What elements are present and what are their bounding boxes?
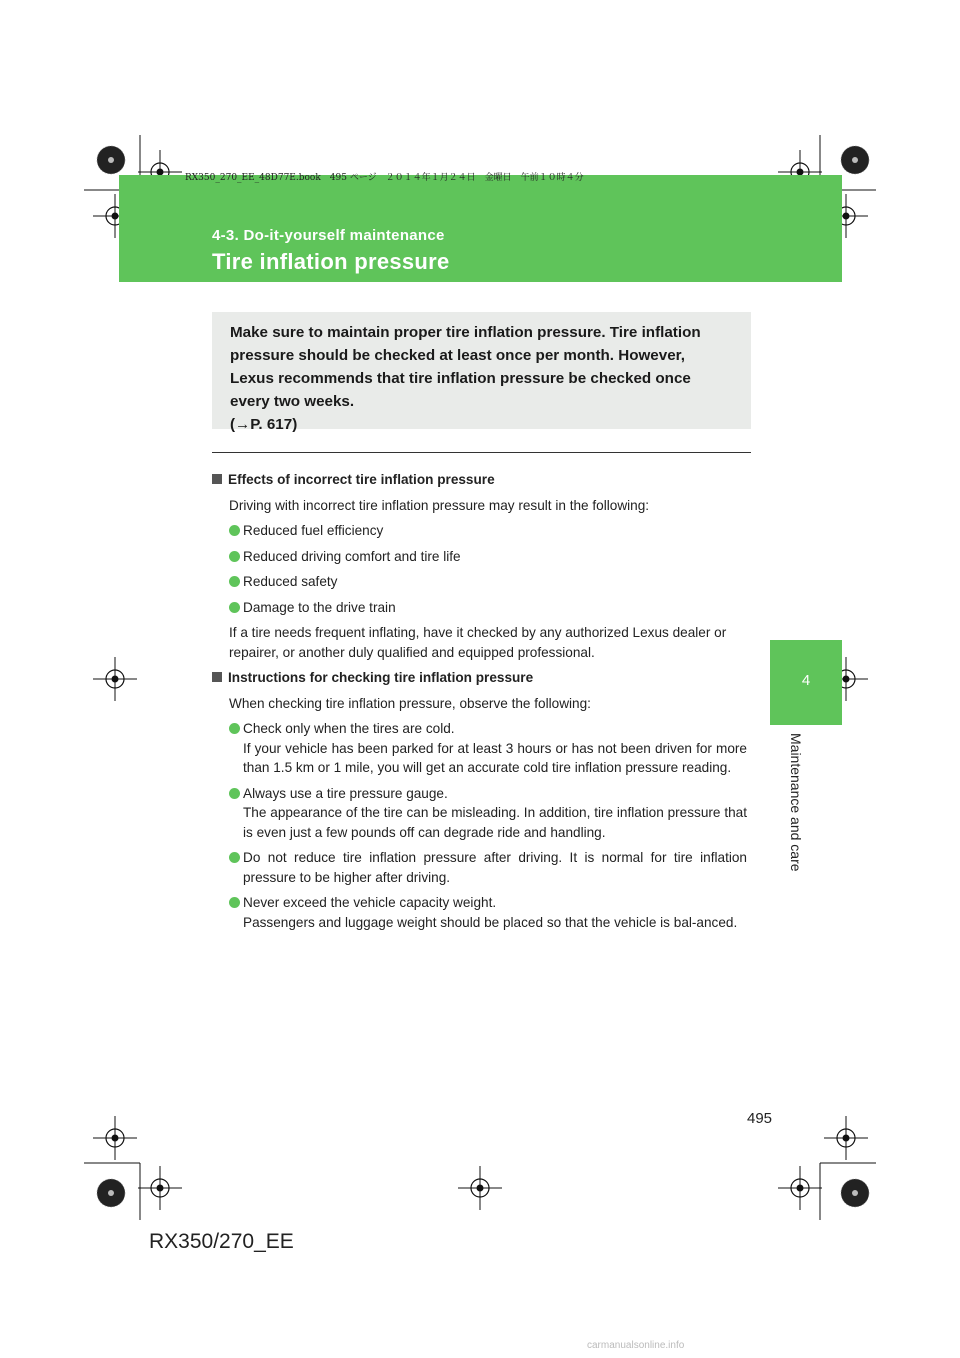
bullet-dot-icon xyxy=(229,723,240,734)
intro-box xyxy=(212,312,751,433)
bullet-dot-icon xyxy=(229,788,240,799)
bullet-dot-icon xyxy=(229,576,240,587)
section-heading: Instructions for checking tire inflation pressure xyxy=(212,668,747,688)
watermark: carmanualsonline.info xyxy=(587,1340,685,1351)
section-label: 4-3. Do-it-yourself maintenance xyxy=(212,227,445,244)
bullet-dot-icon xyxy=(229,551,240,562)
list-item: Check only when the tires are cold. If your vehicle has been parked for at least 3 hours or has not been driven for more than 1.5 km or 1 mile, you will get an accurate cold tire inflation pressure reading. xyxy=(229,719,747,778)
list-item: Always use a tire pressure gauge. The appearance of the tire can be misleading. In addition, tire inflation pressure that is even just a few pounds off can degrade ride and handling. xyxy=(229,784,747,843)
chapter-number: 4 xyxy=(801,672,811,689)
square-bullet-icon xyxy=(212,474,222,484)
section-note: If a tire needs frequent inflating, have it checked by any authorized Lexus dealer or repairer, or another duly qualified and equipped professional. xyxy=(229,625,727,660)
list-item: Do not reduce tire inflation pressure after driving. It is normal for tire inflation pressure to be higher after driving. xyxy=(229,848,747,887)
list-item: Reduced fuel efficiency xyxy=(229,521,747,541)
page-title: Tire inflation pressure xyxy=(212,249,450,274)
square-bullet-icon xyxy=(212,672,222,682)
page-number: 495 xyxy=(747,1110,773,1127)
list-item: Damage to the drive train xyxy=(229,598,747,618)
model-code: RX350/270_EE xyxy=(149,1230,294,1253)
chapter-label: Maintenance and care xyxy=(788,733,804,872)
print-info-line: RX350_270_EE_48D77E.book 495 ページ ２０１４年１月２４日 金曜日 午前１０時４分 xyxy=(185,173,584,183)
section-heading: Effects of incorrect tire inflation pressure xyxy=(212,470,747,490)
bullet-dot-icon xyxy=(229,897,240,908)
section-lead: Driving with incorrect tire inflation pressure may result in the following: xyxy=(229,497,650,513)
bullet-dot-icon xyxy=(229,525,240,536)
intro-reference: (→P. 617) xyxy=(230,416,298,433)
list-item: Reduced safety xyxy=(229,572,747,592)
chapter-tab xyxy=(770,640,842,725)
list-item: Reduced driving comfort and tire life xyxy=(229,547,747,567)
intro-text: Make sure to maintain proper tire inflation pressure. Tire inflation pressure should be checked at least once per month. However, Lexus recommends that tire inflation pressure be checked once every two weeks. xyxy=(230,324,701,410)
divider xyxy=(212,452,751,453)
main-content xyxy=(212,470,747,938)
bullet-dot-icon xyxy=(229,602,240,613)
list-item: Never exceed the vehicle capacity weight. Passengers and luggage weight should be placed so that the vehicle is bal-anced. xyxy=(229,893,747,932)
bullet-dot-icon xyxy=(229,852,240,863)
section-lead: When checking tire inflation pressure, observe the following: xyxy=(229,695,591,711)
